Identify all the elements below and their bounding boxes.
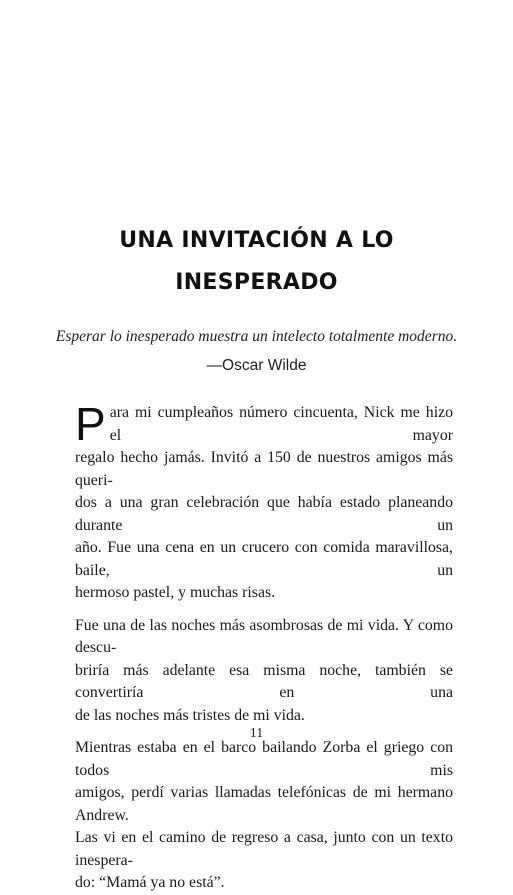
text-line: Fue una de las noches más asombrosas de mi vida. Y como descu-	[75, 616, 453, 656]
body-text	[75, 398, 453, 895]
text-line: Mientras estaba en el barco bailando Zorba el griego con todos mis	[75, 739, 453, 779]
text-line: Las vi en el camino de regreso a casa, junto con un texto inespera-	[75, 829, 453, 869]
text-line: ara mi cumpleaños número cincuenta, Nick me hizo el mayor	[109, 404, 453, 444]
paragraph	[75, 398, 453, 605]
text-line: briría más adelante esa misma noche, también se convertiría en una	[75, 661, 453, 701]
text-line: de las noches más tristes de mi vida.	[75, 706, 305, 724]
paragraph	[75, 615, 453, 728]
chapter-title	[0, 220, 513, 304]
epigraph-author: —Oscar Wilde	[206, 357, 307, 374]
chapter-title-line: INESPERADO	[175, 269, 338, 295]
drop-cap: P	[75, 398, 106, 450]
paragraph	[75, 737, 453, 895]
text-line: do: “Mamá ya no está”.	[75, 874, 225, 891]
text-line: año. Fue una cena en un crucero con comida maravillosa, baile, un	[75, 539, 453, 579]
text-line: amigos, perdí varias llamadas telefónicas de mi hermano Andrew.	[75, 784, 453, 824]
text-line: regalo hecho jamás. Invitó a 150 de nuestros amigos más queri-	[75, 449, 453, 489]
epigraph-quote: Esperar lo inesperado muestra un intelecto totalmente moderno.	[55, 328, 458, 345]
text-line: dos a una gran celebración que había estado planeando durante un	[75, 494, 453, 534]
text-line: hermoso pastel, y muchas risas.	[75, 584, 276, 601]
chapter-title-line: UNA INVITACIÓN A LO	[119, 227, 394, 253]
page-number: 11	[249, 726, 264, 741]
